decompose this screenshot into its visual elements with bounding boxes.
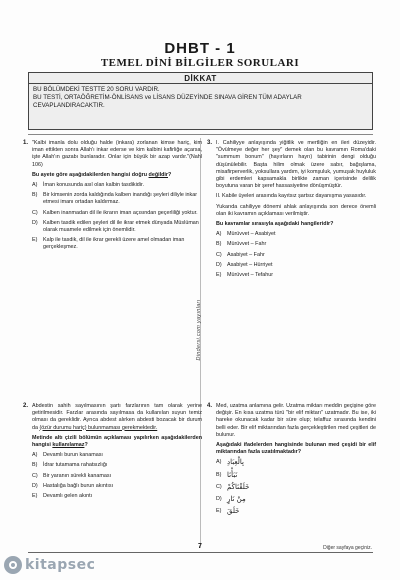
- notice-heading: DİKKAT: [29, 73, 372, 84]
- options-list: [216, 231, 376, 279]
- option-c[interactable]: C) Kalben inanmadan dil ile ikrarın iman açısından geçerliliği yoktur.: [32, 209, 198, 216]
- page-subtitle: TEMEL DİNİ BİLGİLER SORULARI: [100, 57, 300, 69]
- emphasis-underline: değildir: [148, 171, 168, 178]
- footer-divider: [28, 552, 373, 553]
- question-stem: Bu ayete göre aşağıdakilerden hangisi doğru değildir?: [32, 171, 172, 178]
- option-c[interactable]: C) Asabiyet – Fahr: [216, 251, 265, 258]
- option-b[interactable]: B) نَبَأْنَا: [216, 470, 238, 479]
- option-b[interactable]: B) Bir kimsenin zorda kaldığında kalben inandığı şeyleri diliyle inkar etmesi imanı ortadan kaldırmaz.: [32, 192, 198, 206]
- question-stem: Metinde altı çizili bölümün açıklaması yapılırken aşağıdakilerden hangisi kullanılamaz?: [32, 434, 202, 449]
- option-a[interactable]: A) İman konusunda asıl olan kalbin tasdikidir.: [32, 182, 144, 189]
- options-list: [32, 452, 202, 500]
- notice-box: [28, 72, 373, 130]
- notice-line-1: BU BÖLÜMDEKİ TESTTE 20 SORU VARDIR.: [33, 86, 160, 93]
- option-b[interactable]: B) İdrar tutamama rahatsızlığı: [32, 462, 108, 469]
- question-text: Yukarıda cahiliyye dönemi ahlak anlayışında son derece önemli olan iki kavramın açıklaması verilmiştir.: [216, 203, 376, 217]
- option-a[interactable]: A) Mürüvvet – Asabiyet: [216, 231, 276, 238]
- page-number: 7: [198, 543, 202, 550]
- question-number: 4.: [207, 403, 213, 409]
- question-3: [207, 140, 376, 282]
- question-text: Med, uzatma anlamına gelir. Uzatma miktarı meddin geçişine göre değişir. En kısa uzatma türü "bir elif miktarı" uzatmadır. Bu ise, iki hareke okunacak kadar bir süre olup; telaffuz sırasında kendini belli eder. Bir elif miktarından fazla gerçekleştirilen med çeşitleri de bulunur.: [216, 403, 376, 438]
- option-d[interactable]: D) Hastalığa bağlı burun akıntısı: [32, 482, 114, 489]
- options-list: [32, 182, 202, 252]
- underlined-passage: (özür durumu hariç) bulunmaması gerekmektedir.: [39, 424, 158, 431]
- option-a[interactable]: A) Devamlı burun kanaması: [32, 452, 103, 459]
- watermark: [4, 556, 95, 574]
- question-stem: Aşağıdaki ifadelerden hangisinde bulunan med çeşidi bir elif miktarından fazla uzatılmaktadır?: [216, 442, 376, 456]
- option-c[interactable]: C) خَلَقْنَاكُمْ: [216, 482, 250, 491]
- watermark-text: kitapsec: [25, 557, 96, 573]
- question-text: "Kalbi imanla dolu olduğu halde (inkara) zorlanan kimse hariç, kim iman ettikten sonra Allah'ı inkar ederse ve kim kalbini kafirliğe açarsa, işte Allah'ın gazabı bunlaradır. Onlar için büyük bir azap vardır."(Nahl 106): [32, 140, 202, 168]
- watermark-logo-icon: [4, 556, 22, 574]
- question-stem: Bu kavramlar sırasıyla aşağıdaki hangileridir?: [216, 221, 334, 228]
- publisher-side-text: Dindersi.com yayınları: [196, 299, 202, 361]
- option-e[interactable]: E) خَلَقَ: [216, 507, 240, 516]
- question-1: [23, 140, 202, 255]
- option-d[interactable]: D) Asabiyet – Hürriyet: [216, 261, 273, 268]
- question-number: 2.: [23, 403, 29, 409]
- option-b[interactable]: B) Mürüvvet – Fahr: [216, 241, 267, 248]
- option-d[interactable]: D) Kalben tasdik edilen şeyleri dil ile ikrar etmek dünyada Müslüman olarak muamele edilmek için önemlidir.: [32, 219, 199, 234]
- option-d[interactable]: D) مِنْ نَارٍ: [216, 495, 246, 504]
- option-e[interactable]: E) Devamlı gelen akıntı: [32, 493, 93, 500]
- option-e[interactable]: E) Kalp ile tasdik, dil ile ikrar gerekli üzere amel olmadan iman gerçekleşmez.: [32, 237, 185, 251]
- options-list: [216, 459, 376, 515]
- question-number: 1.: [23, 140, 29, 146]
- question-item-1: I. Cahiliyye anlayışında yiğitlik ve mertliğin en ileri düzeyidir. "Övülmeye değer her şey" demek olan bu kavramın Roma'daki "summum bonum" (hayırların hayrı) tabirinin dengi olduğu düşünülebilir. Başta hilim olmak üzere sabır, bağışlama, misafirperverlik, yoksullara yardım, iyi komşuluk, yumuşak huyluluk gibi erdemleri kapsamakla birlikte zaman içerisinde delilik boyutuna varan bir şeref hassasiyetine dönüşmüştür.: [216, 140, 376, 190]
- question-4: [207, 403, 376, 520]
- option-a[interactable]: A) بِالْعِبَادِ: [216, 458, 244, 467]
- option-c[interactable]: C) Bir yaranın sürekli kanaması: [32, 472, 112, 479]
- question-2: [23, 403, 202, 503]
- emphasis-underline: kullanılamaz: [52, 442, 85, 449]
- question-item-2: II. Kabile üyeleri arasında kayıtsız şartsız dayanışma yasasıdır.: [216, 193, 367, 200]
- option-e[interactable]: E) Mürüvvet – Tefahur: [216, 272, 274, 279]
- question-text: Abdestin sahih sayılmasının şartı farzlarının tam olarak yerine getirilmesidir. Farzlar arasında sayılmasa da kullanılan suyun temiz olması da gereklidir. Ayrıca abdest alırken abdesti bozacak bir durum da (özür durumu hariç) bulunmaması gerekmektedir.: [32, 403, 202, 431]
- page-title: DHBT - 1: [164, 40, 236, 57]
- notice-line-2: BU TESTİ, ORTAÖĞRETİM-ÖNLİSANS ve LİSANS DÜZEYİNDE SINAVA GİREN TÜM ADAYLAR CEVAPLANDIRACAKTIR.: [33, 94, 302, 109]
- next-page-note: Diğer sayfaya geçiniz.: [323, 545, 372, 551]
- header-divider: [28, 134, 373, 135]
- question-number: 3.: [207, 140, 213, 146]
